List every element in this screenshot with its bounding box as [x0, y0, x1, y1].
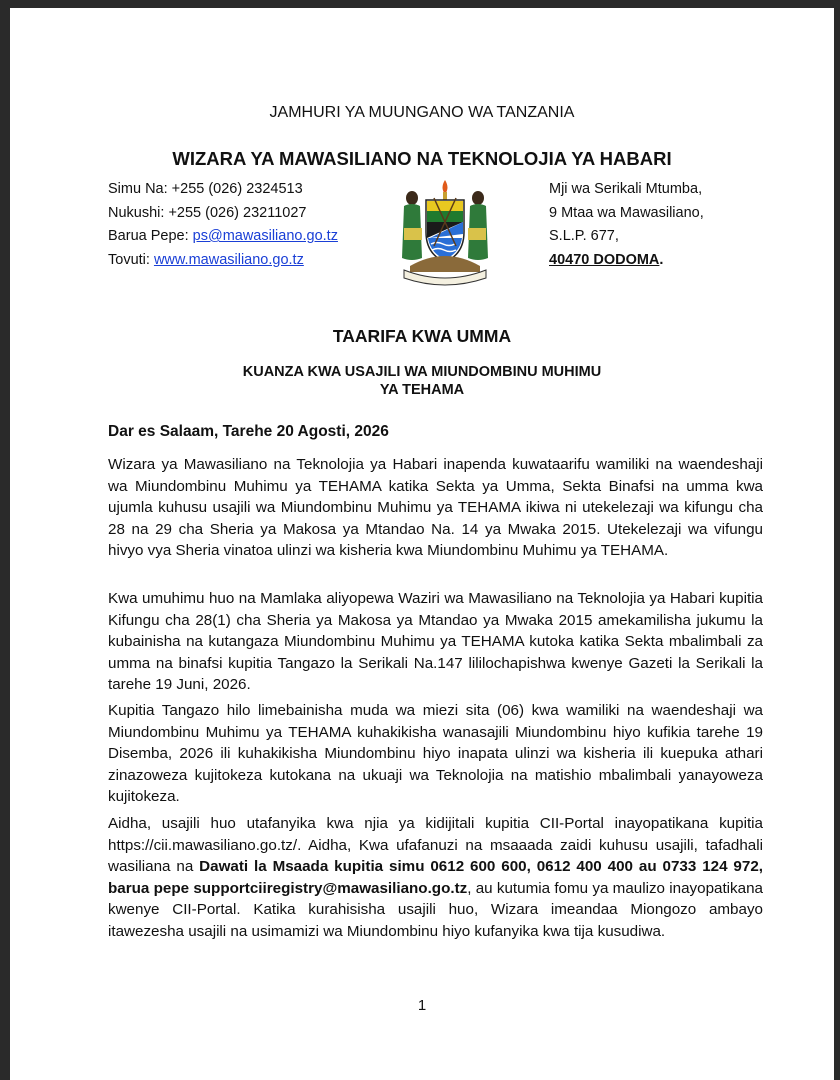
- website-label: Tovuti:: [108, 251, 154, 268]
- address-block: [549, 178, 704, 272]
- phone-line: Simu Na: +255 (026) 2324513: [108, 181, 303, 197]
- address-line-1: Mji wa Serikali Mtumba,: [549, 181, 703, 197]
- postal-city: 40470 DODOMA: [549, 251, 660, 268]
- email-label: Barua Pepe:: [108, 228, 193, 244]
- republic-heading: JAMHURI YA MUUNGANO WA TANZANIA: [269, 104, 575, 121]
- email-line: [108, 225, 338, 249]
- address-line-2: 9 Mtaa wa Mawasiliano,: [549, 204, 704, 221]
- ministry-heading: WIZARA YA MAWASILIANO NA TEKNOLOJIA YA HABARI: [172, 148, 672, 169]
- email-link[interactable]: ps@mawasiliano.go.tz: [192, 228, 338, 244]
- paragraph-4-text-a: Aidha, usajili huo utafanyika kwa njia ya kidijitali kupitia CII-Portal inayopatikana kupitia https://cii.mawasiliano.go.tz/. Aidha, Kwa ufafanuzi na msaaada zaidi kuhusu usajili, tafadhali wasiliana na: [108, 815, 763, 875]
- document-page: [10, 8, 834, 1080]
- address-line-4: [549, 249, 704, 273]
- website-link[interactable]: www.mawasiliano.go.tz: [153, 251, 304, 268]
- paragraph-2: Kwa umuhimu huo na Mamlaka aliyopewa Waziri wa Mawasiliano na Teknolojia ya Habari kupitia Kifungu cha 28(1) cha Sheria ya Makosa ya Mtandao ya Mwaka 2015 amekamilisha jukumu la kubainisha na kutangaza Miundombinu Muhimu ya TEHAMA kutoka katika Sekta mbalimbali za umma na binafsi kupitia Tangazo la Serikali Na.147 lililochapishwa kwenye Gazeti la Serikali la tarehe 19 Juni, 2026.: [108, 590, 763, 693]
- paragraph-3: Kupitia Tangazo hilo limebainisha muda wa miezi sita (06) kwa wamiliki na waendeshaji wa Miundombinu Muhimu ya TEHAMA kuhakikisha wanasajili Miundombinu hiyo kufikia tarehe 19 Disemba, 2026 ili kuhakikisha Miundombinu hiyo inapata ulinzi wa kisheria ili kuepuka athari zinazoweza kujitokeza kutokana na ukuaji wa Teknolojia na matishio mbalimbali yanayoweza kujitokeza.: [108, 702, 763, 805]
- dateline: Dar es Salaam, Tarehe 20 Agosti, 2026: [108, 423, 389, 440]
- page-number: 1: [417, 997, 427, 1014]
- subtitle-line-1: KUANZA KWA USAJILI WA MIUNDOMBINU MUHIMU: [242, 364, 602, 380]
- address-line-3: S.L.P. 677,: [549, 228, 619, 244]
- notice-title: TAARIFA KWA UMMA: [332, 326, 512, 346]
- coat-of-arms-icon: [390, 176, 500, 286]
- notice-subtitle: [10, 363, 834, 399]
- contact-block: [108, 178, 338, 272]
- paragraph-4: [108, 813, 763, 942]
- helpdesk-contacts: Dawati la Msaada kupitia simu 0612 600 600, 0612 400 400 au 0733 124 972, barua pepe supportciiregistry@mawasiliano.go.tz: [108, 858, 763, 897]
- subtitle-line-2: YA TEHAMA: [379, 382, 465, 398]
- address-period: .: [659, 251, 664, 268]
- website-line: [108, 249, 338, 273]
- paragraph-1: Wizara ya Mawasiliano na Teknolojia ya Habari inapenda kuwataarifu wamiliki na waendeshaji wa Miundombinu Muhimu ya TEHAMA katika Sekta ya Umma, Sekta Binafsi na umma kwa ujumla kuhusu usajili wa Miundombinu Muhimu ya TEHAMA ikiwa ni utekelezaji wa kifungu cha 28 na 29 cha Sheria ya Makosa ya Mtandao Na. 14 ya Mwaka 2015. Utekelezaji wa vifungu hivyo vya Sheria vinatoa ulinzi wa kisheria kwa Miundombinu Muhimu ya TEHAMA.: [108, 456, 763, 559]
- fax-line: Nukushi: +255 (026) 23211027: [108, 204, 307, 221]
- paragraph-4-text-b: , au kutumia fomu ya maulizo inayopatikana kwenye CII-Portal. Katika kurahisisha usajili huo, Wizara imeandaa Miongozo ambayo itawezesha usajili na usimamizi wa Miundombinu hiyo kufanyika kwa tija kusudiwa.: [108, 879, 763, 940]
